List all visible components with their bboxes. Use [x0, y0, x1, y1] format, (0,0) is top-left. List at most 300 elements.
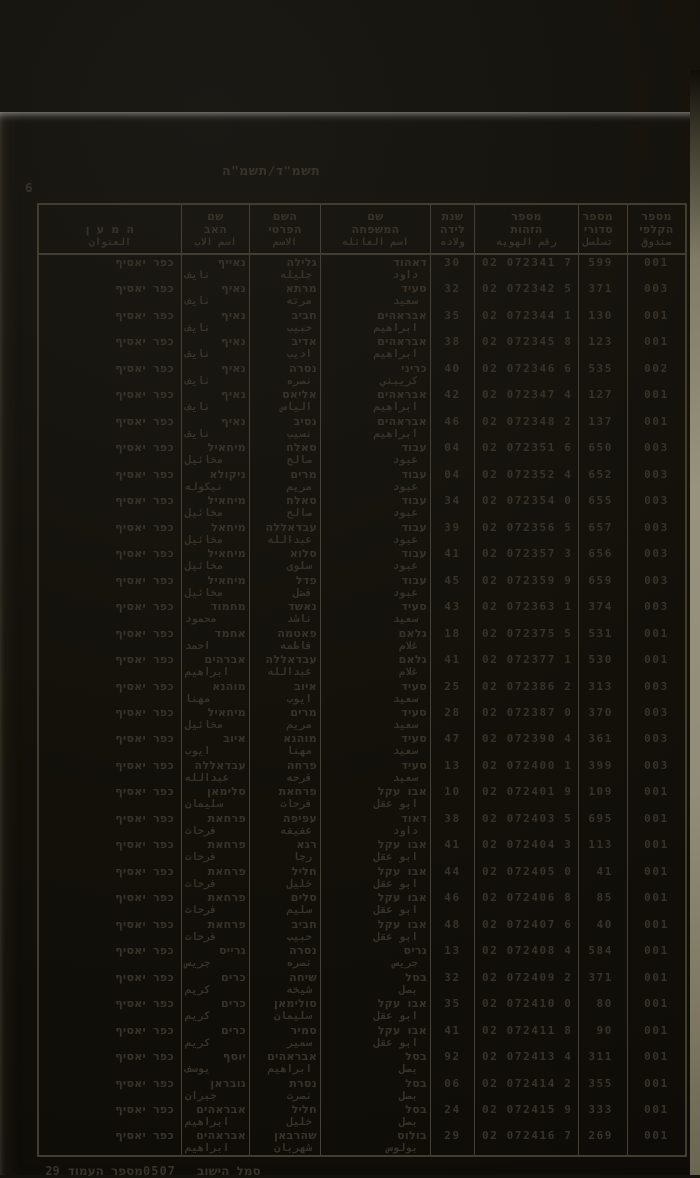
- address-cell: [39, 334, 181, 360]
- address-hebrew: כפר יאסיף: [115, 414, 174, 428]
- serial-number: 333: [578, 1102, 627, 1128]
- ballot-box-number: 003: [627, 705, 685, 731]
- serial-number: 109: [578, 784, 627, 810]
- first-name-hebrew: חביב: [291, 917, 317, 931]
- father-name-arabic: سليمان: [185, 798, 223, 811]
- father-name-arabic: ابراهيم: [185, 1116, 230, 1128]
- birth-year: 39: [430, 520, 474, 546]
- father-name-cell: [181, 1076, 249, 1102]
- father-name-arabic: مخائيل: [185, 586, 223, 599]
- family-name-cell: [320, 281, 430, 307]
- table-row: [39, 361, 685, 387]
- first-name-hebrew: רגא: [296, 838, 317, 852]
- first-name-arabic: اديب: [286, 348, 312, 361]
- identity-number: 02 072405 0: [474, 864, 578, 890]
- family-name-hebrew: עבוד: [401, 494, 427, 508]
- father-name-arabic: نايف: [185, 427, 211, 440]
- first-name-hebrew: סלוא: [289, 547, 317, 561]
- father-name-arabic: نايف: [185, 295, 211, 308]
- father-name-arabic: جريس: [185, 957, 211, 970]
- address-hebrew: כפר יאסיף: [115, 917, 174, 931]
- first-name-hebrew: פרחאת: [278, 785, 317, 799]
- address-hebrew: כפר יאסיף: [115, 1023, 174, 1037]
- first-name-cell: [249, 599, 320, 625]
- first-name-arabic: فاطمه: [280, 639, 312, 652]
- first-name-hebrew: עבדאללה: [265, 653, 317, 667]
- birth-year: 42: [430, 387, 474, 413]
- address-cell: [39, 652, 181, 678]
- footer-page-label: מספר העמוד: [67, 1164, 143, 1178]
- header-ballot-ar: صندوق: [641, 237, 672, 248]
- serial-number: 371: [578, 970, 627, 996]
- first-name-arabic: شيخه: [286, 983, 312, 996]
- address-hebrew: כפר יאסיף: [115, 308, 174, 322]
- birth-year: 44: [430, 864, 474, 890]
- father-name-cell: [181, 837, 249, 863]
- serial-number: 599: [578, 255, 627, 281]
- first-name-cell: [249, 864, 320, 890]
- serial-number: 370: [578, 705, 627, 731]
- first-name-cell: [249, 546, 320, 572]
- first-name-hebrew: חליל: [291, 1103, 317, 1116]
- father-name-arabic: جبران: [185, 1089, 217, 1102]
- family-name-hebrew: אבו עקל: [377, 785, 427, 799]
- father-name-hebrew: נאיף: [221, 361, 246, 375]
- ballot-box-number: 003: [627, 679, 685, 705]
- first-name-cell: [249, 573, 320, 599]
- father-name-cell: [181, 784, 249, 810]
- father-name-hebrew: מיחאיל: [207, 441, 246, 455]
- table-row: [39, 599, 685, 625]
- family-name-arabic: سعيد: [392, 692, 418, 705]
- father-name-cell: [181, 970, 249, 996]
- family-name-hebrew: אבו עקל: [377, 864, 427, 878]
- father-name-hebrew: יוסף: [222, 1050, 246, 1064]
- address-cell: [39, 281, 181, 307]
- family-name-arabic: ابو عقل: [373, 798, 418, 811]
- first-name-hebrew: פאטמה: [277, 626, 317, 640]
- family-name-hebrew: אבראהים: [377, 414, 427, 428]
- serial-number: 584: [578, 943, 627, 969]
- father-name-cell: [181, 1102, 249, 1128]
- first-name-cell: [249, 943, 320, 969]
- father-name-hebrew: פרחאת: [207, 917, 246, 931]
- ballot-box-number: 001: [627, 784, 685, 810]
- table-row: [39, 758, 685, 784]
- family-name-arabic: ابراهيم: [373, 427, 418, 440]
- father-name-arabic: محمود: [185, 613, 217, 626]
- address-hebrew: כפר יאסיף: [115, 520, 174, 534]
- serial-number: 40: [578, 917, 627, 943]
- ballot-box-number: 001: [627, 652, 685, 678]
- family-name-cell: [320, 520, 430, 546]
- serial-number: 311: [578, 1049, 627, 1075]
- father-name-cell: [181, 573, 249, 599]
- first-name-hebrew: נסרת: [289, 1076, 317, 1090]
- serial-number: 269: [578, 1128, 627, 1154]
- address-hebrew: כפר יאסיף: [115, 811, 174, 825]
- father-name-cell: [181, 626, 249, 652]
- family-name-arabic: سعيد: [392, 613, 418, 626]
- address-hebrew: כפר יאסיף: [115, 970, 174, 984]
- identity-number: 02 072406 8: [474, 890, 578, 916]
- family-name-hebrew: בסל: [405, 1103, 427, 1116]
- family-name-hebrew: גלאם: [398, 653, 427, 667]
- first-name-hebrew: נסרה: [289, 944, 317, 958]
- ballot-box-number: 003: [627, 731, 685, 757]
- address-cell: [39, 784, 181, 810]
- first-name-arabic: عفيفه: [280, 824, 312, 837]
- serial-number: 656: [578, 546, 627, 572]
- birth-year: 13: [430, 758, 474, 784]
- first-name-arabic: مريم: [286, 718, 312, 731]
- father-name-arabic: نايف: [185, 348, 211, 361]
- table-row: [39, 864, 685, 890]
- father-name-arabic: ايوب: [185, 745, 211, 758]
- address-hebrew: כפר יאסיף: [115, 1076, 174, 1090]
- father-name-arabic: كريم: [185, 983, 211, 996]
- first-name-arabic: صالح: [286, 507, 312, 520]
- first-name-cell: [249, 1128, 320, 1154]
- father-name-hebrew: עבדאללה: [194, 758, 246, 772]
- address-hebrew: כפר יאסיף: [115, 547, 174, 561]
- father-name-arabic: ابراهيم: [185, 1142, 230, 1155]
- father-name-cell: [181, 758, 249, 784]
- family-name-cell: [320, 943, 430, 969]
- family-name-hebrew: אבראהים: [377, 308, 427, 322]
- first-name-cell: [249, 652, 320, 678]
- table-row: [39, 1049, 685, 1075]
- address-cell: [39, 493, 181, 519]
- father-name-hebrew: אבראהים: [196, 1103, 246, 1116]
- family-name-arabic: داود: [392, 269, 418, 281]
- birth-year: 43: [430, 599, 474, 625]
- first-name-hebrew: נסיב: [293, 414, 317, 428]
- table-row: [39, 943, 685, 969]
- birth-year: 41: [430, 546, 474, 572]
- father-name-hebrew: נאיף: [221, 335, 246, 349]
- family-name-cell: [320, 599, 430, 625]
- family-name-arabic: سعيد: [392, 745, 418, 758]
- father-name-arabic: مخائيل: [185, 718, 223, 731]
- family-name-hebrew: סעיד: [401, 282, 427, 296]
- family-name-arabic: غلام: [399, 666, 418, 679]
- first-name-hebrew: פדל: [295, 573, 317, 587]
- table-row: [39, 917, 685, 943]
- identity-number: 02 072345 8: [474, 334, 578, 360]
- first-name-hebrew: סאלח: [286, 441, 317, 455]
- family-name-hebrew: עבוד: [401, 547, 427, 561]
- family-name-hebrew: אבראהים: [377, 335, 427, 349]
- ballot-box-number: 003: [627, 546, 685, 572]
- identity-number: 02 072411 8: [474, 1023, 578, 1049]
- address-hebrew: כפר יאסיף: [115, 838, 174, 852]
- address-hebrew: כפר יאסיף: [115, 653, 174, 667]
- header-id-he2: הזהות: [510, 222, 543, 236]
- identity-number: 02 072341 7: [474, 255, 578, 281]
- father-name-cell: [181, 387, 249, 413]
- first-name-cell: [249, 705, 320, 731]
- address-cell: [39, 996, 181, 1022]
- family-name-cell: [320, 573, 430, 599]
- header-address-he1: ה מ ע ן: [85, 222, 135, 236]
- father-name-hebrew: מיחאיל: [207, 573, 246, 587]
- father-name-cell: [181, 996, 249, 1022]
- ballot-box-number: 001: [627, 943, 685, 969]
- first-name-arabic: ايوب: [286, 692, 312, 705]
- father-name-hebrew: סלימאן: [207, 785, 246, 799]
- ballot-box-number: 001: [627, 1102, 685, 1128]
- serial-number: 137: [578, 414, 627, 440]
- first-name-hebrew: שהרבאן: [274, 1129, 317, 1143]
- family-name-cell: [320, 811, 430, 837]
- table-row: [39, 970, 685, 996]
- ballot-box-number: 001: [627, 255, 685, 281]
- father-name-hebrew: מיחאיל: [207, 705, 246, 719]
- first-name-arabic: عبدالله: [267, 533, 312, 546]
- father-name-cell: [181, 520, 249, 546]
- father-name-hebrew: כרים: [221, 970, 246, 984]
- family-name-cell: [320, 679, 430, 705]
- identity-number: 02 072348 2: [474, 414, 578, 440]
- first-name-cell: [249, 440, 320, 466]
- serial-number: 399: [578, 758, 627, 784]
- address-cell: [39, 573, 181, 599]
- ballot-box-number: 001: [627, 1049, 685, 1075]
- first-name-cell: [249, 626, 320, 652]
- father-name-hebrew: כרים: [221, 997, 246, 1011]
- address-cell: [39, 864, 181, 890]
- father-name-arabic: فرحات: [185, 904, 217, 917]
- first-name-hebrew: סאלח: [286, 494, 317, 508]
- birth-year: 04: [430, 467, 474, 493]
- birth-year: 30: [430, 255, 474, 281]
- table-row: [39, 467, 685, 493]
- family-name-cell: [320, 837, 430, 863]
- family-name-cell: [320, 1023, 430, 1049]
- father-name-arabic: ابراهيم: [185, 666, 230, 679]
- father-name-cell: [181, 546, 249, 572]
- header-id-he1: מספר: [511, 210, 542, 223]
- birth-year: 41: [430, 1023, 474, 1049]
- page-number: 6: [25, 180, 33, 195]
- ballot-box-number: 003: [627, 440, 685, 466]
- family-name-cell: [320, 440, 430, 466]
- serial-number: 127: [578, 387, 627, 413]
- first-name-cell: [249, 520, 320, 546]
- ballot-box-number: 003: [627, 599, 685, 625]
- address-cell: [39, 414, 181, 440]
- first-name-hebrew: אדיב: [291, 335, 317, 349]
- address-hebrew: כפר יאסיף: [115, 785, 174, 799]
- birth-year: 47: [430, 731, 474, 757]
- family-name-cell: [320, 890, 430, 916]
- serial-number: 85: [578, 890, 627, 916]
- first-name-arabic: ناشد: [286, 613, 312, 626]
- family-name-hebrew: סעיד: [401, 705, 427, 719]
- family-name-arabic: بصل: [399, 1063, 418, 1076]
- family-name-hebrew: אבראהים: [377, 388, 427, 402]
- birth-year: 24: [430, 1102, 474, 1128]
- header-address: [39, 205, 181, 253]
- father-name-cell: [181, 599, 249, 625]
- family-name-hebrew: אבו עקל: [377, 891, 427, 905]
- address-hebrew: כפר יאסיף: [115, 891, 174, 905]
- father-name-cell: [181, 414, 249, 440]
- table-row: [39, 731, 685, 757]
- family-name-arabic: ابو عقل: [373, 930, 418, 943]
- family-name-hebrew: אבו עקל: [377, 1023, 427, 1037]
- serial-number: 531: [578, 626, 627, 652]
- first-name-arabic: سليمان: [274, 1010, 312, 1023]
- first-name-cell: [249, 493, 320, 519]
- serial-number: 530: [578, 652, 627, 678]
- identity-number: 02 072356 5: [474, 520, 578, 546]
- birth-year: 32: [430, 970, 474, 996]
- father-name-cell: [181, 811, 249, 837]
- family-name-cell: [320, 308, 430, 334]
- father-name-hebrew: מוהנא: [212, 679, 246, 693]
- first-name-arabic: مهنا: [286, 745, 312, 758]
- birth-year: 41: [430, 652, 474, 678]
- identity-number: 02 072347 4: [474, 387, 578, 413]
- family-name-hebrew: דאהוד: [393, 256, 427, 269]
- serial-number: 113: [578, 837, 627, 863]
- first-name-arabic: نسيب: [286, 427, 312, 440]
- first-name-hebrew: מרים: [290, 705, 317, 719]
- family-name-cell: [320, 705, 430, 731]
- table-body: [39, 255, 685, 1155]
- footer-page-value: 29: [45, 1164, 60, 1178]
- first-name-arabic: شهربان: [274, 1142, 312, 1155]
- identity-number: 02 072359 9: [474, 573, 578, 599]
- serial-number: 535: [578, 361, 627, 387]
- identity-number: 02 072407 6: [474, 917, 578, 943]
- father-name-hebrew: גובראן: [210, 1076, 246, 1090]
- address-hebrew: כפר יאסיף: [115, 1129, 174, 1143]
- header-family-he2: המשפחה: [351, 222, 400, 236]
- identity-number: 02 072401 9: [474, 784, 578, 810]
- family-name-hebrew: סעיד: [401, 679, 427, 693]
- table-row: [39, 414, 685, 440]
- header-first-name: [249, 205, 320, 253]
- ballot-box-number: 003: [627, 493, 685, 519]
- family-name-arabic: ابو عقل: [373, 904, 418, 917]
- serial-number: 41: [578, 864, 627, 890]
- address-cell: [39, 1076, 181, 1102]
- address-hebrew: כפר יאסיף: [115, 494, 174, 508]
- first-name-arabic: فرحه: [286, 771, 312, 784]
- father-name-cell: [181, 308, 249, 334]
- family-name-cell: [320, 1049, 430, 1075]
- first-name-hebrew: חביב: [291, 308, 317, 322]
- birth-year: 18: [430, 626, 474, 652]
- family-name-hebrew: אבו עקל: [377, 997, 427, 1011]
- address-cell: [39, 440, 181, 466]
- table-header-row: [39, 205, 685, 255]
- first-name-cell: [249, 837, 320, 863]
- header-father-name: [181, 205, 249, 253]
- family-name-cell: [320, 1128, 430, 1154]
- family-name-cell: [320, 758, 430, 784]
- birth-year: 29: [430, 1128, 474, 1154]
- first-name-arabic: رجا: [293, 851, 312, 864]
- ballot-box-number: 001: [627, 996, 685, 1022]
- address-hebrew: כפר יאסיף: [115, 626, 174, 640]
- family-name-cell: [320, 255, 430, 281]
- father-name-arabic: نايف: [185, 374, 211, 387]
- birth-year: 28: [430, 705, 474, 731]
- birth-year: 38: [430, 334, 474, 360]
- father-name-cell: [181, 864, 249, 890]
- address-hebrew: כפר יאסיף: [115, 361, 174, 375]
- father-name-hebrew: פרחאת: [207, 864, 246, 878]
- address-hebrew: כפר יאסיף: [115, 467, 174, 481]
- family-name-cell: [320, 731, 430, 757]
- ballot-box-number: 001: [627, 387, 685, 413]
- identity-number: 02 072416 7: [474, 1128, 578, 1154]
- address-cell: [39, 1102, 181, 1128]
- table-row: [39, 281, 685, 307]
- first-name-hebrew: חליל: [291, 864, 317, 878]
- ballot-box-number: 003: [627, 520, 685, 546]
- identity-number: 02 072413 4: [474, 1049, 578, 1075]
- ballot-box-number: 001: [627, 864, 685, 890]
- first-name-cell: [249, 1076, 320, 1102]
- address-hebrew: כפר יאסיף: [115, 705, 174, 719]
- header-first-he1: השם: [272, 210, 298, 223]
- page-footer: [0, 1164, 700, 1178]
- first-name-hebrew: גלילה: [286, 256, 317, 269]
- father-name-arabic: فرحات: [185, 824, 217, 837]
- address-hebrew: כפר יאסיף: [115, 282, 174, 296]
- family-name-hebrew: בסל: [405, 1050, 427, 1064]
- first-name-arabic: حبيب: [286, 321, 312, 334]
- father-name-hebrew: נאיף: [221, 414, 246, 428]
- address-cell: [39, 387, 181, 413]
- father-name-cell: [181, 890, 249, 916]
- ballot-box-number: 001: [627, 811, 685, 837]
- address-cell: [39, 255, 181, 281]
- identity-number: 02 072357 3: [474, 546, 578, 572]
- identity-number: 02 072387 0: [474, 705, 578, 731]
- family-name-hebrew: דאוד: [401, 811, 427, 825]
- first-name-arabic: سليم: [286, 904, 312, 917]
- serial-number: 374: [578, 599, 627, 625]
- ballot-box-number: 002: [627, 361, 685, 387]
- family-name-arabic: عبود: [392, 533, 418, 546]
- first-name-cell: [249, 890, 320, 916]
- address-cell: [39, 361, 181, 387]
- family-name-hebrew: בסל: [405, 970, 427, 984]
- family-name-cell: [320, 652, 430, 678]
- header-first-he2: הפרטי: [268, 222, 302, 236]
- father-name-hebrew: מיחאיל: [207, 547, 246, 561]
- address-cell: [39, 731, 181, 757]
- family-name-cell: [320, 361, 430, 387]
- identity-number: 02 072403 5: [474, 811, 578, 837]
- address-cell: [39, 837, 181, 863]
- address-hebrew: כפר יאסיף: [115, 997, 174, 1011]
- first-name-cell: [249, 996, 320, 1022]
- first-name-arabic: نصره: [286, 374, 312, 387]
- voter-registry-table: [37, 203, 687, 1157]
- identity-number: 02 072390 4: [474, 731, 578, 757]
- family-name-arabic: سعيد: [392, 718, 418, 731]
- address-cell: [39, 520, 181, 546]
- header-birth-ar: ولاده: [440, 237, 465, 248]
- table-row: [39, 679, 685, 705]
